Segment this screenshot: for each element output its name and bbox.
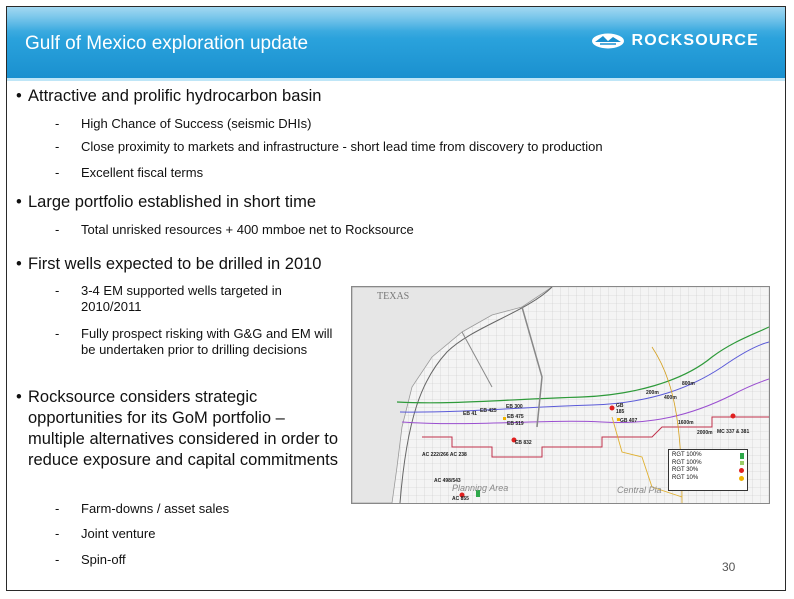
sub-bullet-text: Farm-downs / asset sales (81, 501, 230, 516)
block-label: EB 475 (507, 414, 524, 420)
header-shine (7, 7, 785, 31)
sub-bullet-text: Spin-off (81, 552, 126, 567)
sub-bullet-text: Total unrisked resources + 400 mmboe net to Rocksource (81, 222, 414, 237)
state-label: TEXAS (377, 291, 410, 302)
dash: - (55, 501, 60, 516)
bullet-3 (16, 254, 322, 275)
prospect-gb185-marker (610, 406, 615, 411)
depth-label: 200m (646, 390, 659, 396)
sub-bullet-text: Excellent fiscal terms (81, 165, 204, 180)
bullet-4-text: Rocksource considers strategic opportunities for its GoM portfolio – multiple alternatives considered in order to reduce exposure and capital commitments (28, 388, 338, 469)
dash: - (55, 552, 60, 567)
dash: - (55, 222, 60, 237)
bullet-1-text: Attractive and prolific hydrocarbon basin (28, 87, 322, 105)
legend-label: RGT 100% (672, 452, 702, 458)
legend-label: RGT 30% (672, 467, 699, 473)
bullet-dot: • (16, 87, 22, 105)
sub-bullet-text: 3-4 EM supported wells targeted in 2010/2011 (81, 283, 282, 314)
bullet-2-text: Large portfolio established in short time (28, 193, 316, 211)
sub-bullet-text: Close proximity to markets and infrastructure - short lead time from discovery to production (81, 139, 603, 154)
legend-swatch (740, 461, 744, 465)
block-label: AC 855 (452, 496, 469, 502)
rocksource-emblem-icon (591, 32, 625, 50)
legend-row (672, 475, 744, 483)
depth-label: 2000m (697, 430, 713, 436)
header-rule (7, 78, 785, 81)
logo-text: ROCKSOURCE (631, 32, 759, 49)
block-label: EB 425 (480, 408, 497, 414)
legend-row (672, 452, 744, 460)
block-label: GB 407 (620, 418, 638, 424)
depth-label: 800m (682, 381, 695, 387)
bullet-dot: • (16, 388, 22, 406)
page-number: 30 (722, 560, 736, 574)
block-label: AC 222/266 AC 238 (422, 452, 467, 458)
legend-row (672, 460, 744, 468)
dash: - (55, 326, 60, 341)
legend-label: RGT 100% (672, 459, 702, 466)
bullet-dot: • (16, 193, 22, 211)
central-planning-label: Central Pla (617, 485, 662, 495)
dash: - (55, 116, 60, 131)
block-label: EB 519 (507, 421, 524, 427)
planning-area-label: Planning Area (452, 483, 509, 493)
sub-bullet-text: Joint venture (81, 526, 156, 541)
block-label: AC 498/543 (434, 478, 461, 484)
dash: - (55, 139, 60, 154)
bullet-2 (16, 192, 316, 213)
bullet-dot: • (16, 255, 22, 273)
block-label: EB 41 (463, 411, 477, 417)
bullet-3-text: First wells expected to be drilled in 2010 (28, 255, 322, 273)
sub-bullet-text: Fully prospect risking with G&G and EM will be undertaken prior to drilling decisions (81, 326, 333, 357)
legend-swatch (739, 476, 744, 481)
prospect-eb-marker (503, 417, 506, 420)
slide-title: Gulf of Mexico exploration update (25, 33, 309, 54)
rocksource-logo (591, 32, 759, 50)
block-label: GB 185 (616, 403, 625, 415)
bullet-4 (16, 387, 346, 471)
prospect-mc337-marker (731, 414, 736, 419)
legend-label: RGT 10% (672, 474, 699, 481)
depth-label: 400m (664, 395, 677, 401)
depth-label: 1600m (678, 420, 694, 426)
map-legend (668, 449, 748, 491)
legend-swatch (739, 468, 744, 473)
legend-row (672, 467, 744, 475)
dash: - (55, 165, 60, 180)
legend-swatch (740, 453, 744, 459)
block-label: EB 832 (515, 440, 532, 446)
header-bar (7, 7, 785, 78)
dash: - (55, 526, 60, 541)
dash: - (55, 283, 60, 298)
block-label: MC 337 & 381 (717, 429, 750, 435)
bullet-1 (16, 86, 322, 107)
sub-bullet-text: High Chance of Success (seismic DHIs) (81, 116, 312, 131)
block-label: EB 300 (506, 404, 523, 410)
